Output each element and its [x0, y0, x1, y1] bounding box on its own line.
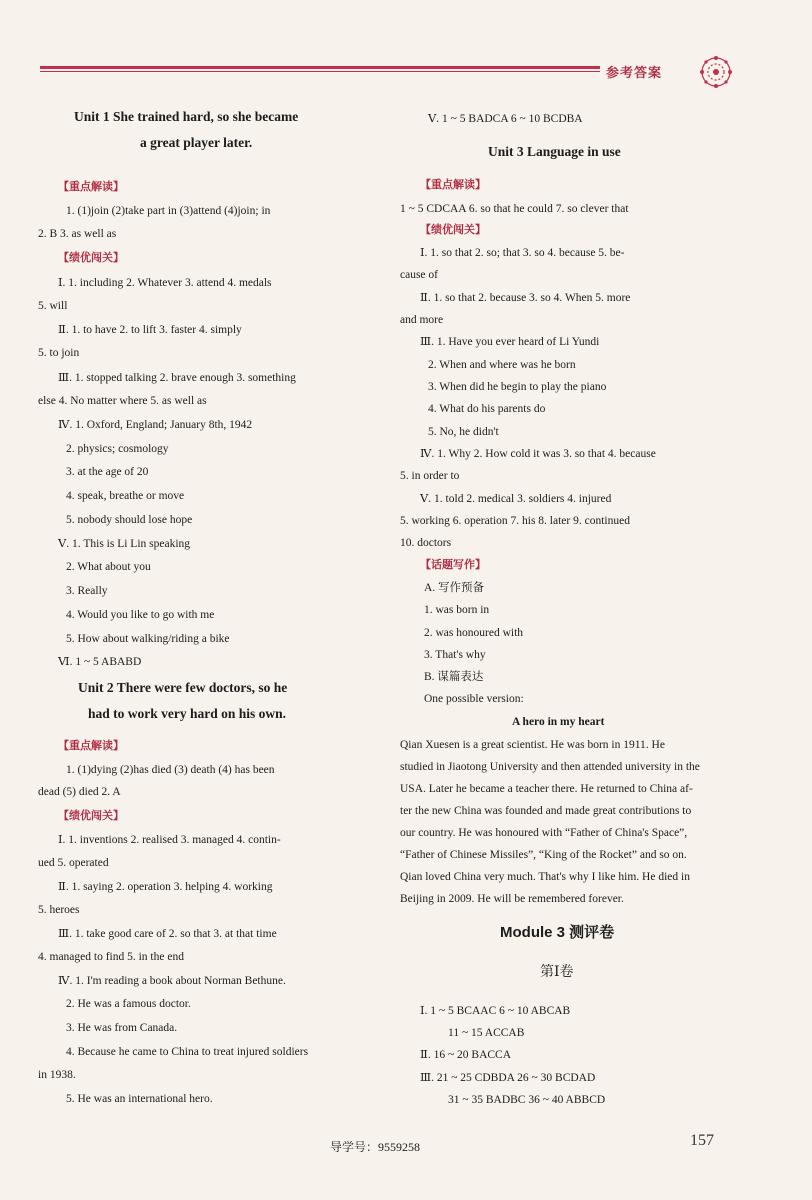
essay-line: Qian Xuesen is a great scientist. He was born in 1911. He [400, 739, 665, 751]
answer-line: Ⅴ. 1. This is Li Lin speaking [58, 538, 191, 550]
answer-line: B. 谋篇表达 [424, 671, 484, 683]
answer-line: Ⅱ. 16 ~ 20 BACCA [420, 1049, 512, 1061]
answer-line: 11 ~ 15 ACCAB [448, 1027, 525, 1039]
essay-line: studied in Jiaotong University and then attended university in the [400, 761, 700, 773]
unit2-title-line1: Unit 2 There were few doctors, so he [78, 680, 288, 695]
answer-line: Ⅲ. 1. stopped talking 2. brave enough 3. something [58, 372, 296, 384]
page-header [0, 0, 812, 100]
answer-line: and more [400, 314, 444, 326]
answer-line: in 1938. [38, 1069, 76, 1081]
unit2-title-line2: had to work very hard on his own. [88, 706, 287, 721]
answer-line: 3. When did he begin to play the piano [428, 381, 607, 393]
guide-number: 导学号：9559258 [330, 1140, 421, 1154]
answer-line: 2. When and where was he born [428, 359, 576, 371]
section-tag: 【绩优闯关】 [58, 809, 124, 822]
answer-line: 10. doctors [400, 537, 452, 549]
answer-line: 5. heroes [38, 904, 80, 916]
answer-line: Ⅰ. 1. so that 2. so; that 3. so 4. because 5. be- [420, 247, 625, 259]
essay-line: Beijing in 2009. He will be remembered forever. [400, 893, 624, 905]
page-number: 157 [690, 1132, 714, 1149]
answer-line: 4. What do his parents do [428, 403, 546, 415]
answer-line: Ⅳ. 1. Why 2. How cold it was 3. so that 4. because [420, 448, 656, 460]
header-rule-thick [40, 66, 600, 69]
answer-line: 5. He was an international hero. [66, 1093, 213, 1105]
answer-line: 2. B 3. as well as [38, 228, 117, 240]
essay-line: “Father of Chinese Missiles”, “King of the Rocket” and so on. [400, 849, 687, 861]
unit1-title-line1: Unit 1 She trained hard, so she became [74, 109, 299, 124]
answer-line: Ⅲ. 21 ~ 25 CDBDA 26 ~ 30 BCDAD [420, 1072, 596, 1084]
answer-line: ued 5. operated [38, 857, 109, 869]
answer-line: Ⅵ. 1 ~ 5 ABABD [58, 656, 142, 668]
answer-line: 4. Would you like to go with me [66, 609, 215, 621]
header-rule-thin [40, 71, 600, 72]
answer-line: 1 ~ 5 CDCAA 6. so that he could 7. so clever that [400, 203, 629, 215]
answer-line: 2. He was a famous doctor. [66, 998, 191, 1010]
answer-line: 2. What about you [66, 561, 151, 573]
answer-line: 1. (1)join (2)take part in (3)attend (4)join; in [66, 205, 271, 217]
answer-line: One possible version: [424, 693, 524, 705]
answer-line: 5. No, he didn't [428, 426, 499, 438]
section-tag: 【重点解读】 [58, 739, 124, 752]
answer-line: 2. was honoured with [424, 627, 524, 639]
answer-line: 4. managed to find 5. in the end [38, 951, 184, 963]
section-tag: 【绩优闯关】 [420, 223, 486, 236]
answer-line: 5. to join [38, 347, 80, 359]
answer-line: 4. Because he came to China to treat injured soldiers [66, 1046, 309, 1058]
answer-line: 5. nobody should lose hope [66, 514, 193, 526]
section-tag: 【话题写作】 [420, 558, 486, 571]
answer-line: Ⅰ. 1. including 2. Whatever 3. attend 4. medals [58, 277, 272, 289]
answer-line: Ⅱ. 1. so that 2. because 3. so 4. When 5. more [420, 292, 631, 304]
essay-line: USA. Later he became a teacher there. He returned to China af- [400, 783, 693, 795]
essay-line: ter the new China was founded and made great contributions to [400, 805, 692, 817]
essay-line: Qian loved China very much. That's why I like him. He died in [400, 871, 690, 883]
answer-line: Ⅴ. 1. told 2. medical 3. soldiers 4. injured [420, 493, 612, 505]
answer-line: else 4. No matter where 5. as well as [38, 395, 207, 407]
section-tag: 【重点解读】 [58, 180, 124, 193]
answer-line: cause of [400, 269, 438, 281]
essay-line: our country. He was honoured with “Father of China's Space”, [400, 827, 688, 839]
answer-line: 5. How about walking/riding a bike [66, 633, 230, 645]
section-title: 第Ⅰ卷 [540, 965, 574, 980]
answer-line: Ⅱ. 1. saying 2. operation 3. helping 4. working [58, 881, 273, 893]
answer-line: A. 写作预备 [424, 582, 485, 594]
module-title: Module 3 测评卷 [500, 924, 615, 941]
answer-line: Ⅰ. 1 ~ 5 BCAAC 6 ~ 10 ABCAB [420, 1005, 571, 1017]
answer-line: 1. (1)dying (2)has died (3) death (4) has been [66, 764, 275, 776]
section-tag: 【绩优闯关】 [58, 251, 124, 264]
unit1-title-line2: a great player later. [140, 135, 253, 150]
answer-line: 3. He was from Canada. [66, 1022, 178, 1034]
answer-line: 1. was born in [424, 604, 490, 616]
section-tag: 【重点解读】 [420, 178, 486, 191]
answer-line: Ⅳ. 1. I'm reading a book about Norman Bethune. [58, 975, 286, 987]
answer-line: 3. That's why [424, 649, 486, 661]
unit3-title: Unit 3 Language in use [488, 144, 621, 159]
answer-line: dead (5) died 2. A [38, 786, 121, 798]
answer-line: 2. physics; cosmology [66, 443, 169, 455]
answer-line: Ⅴ. 1 ~ 5 BADCA 6 ~ 10 BCDBA [428, 113, 583, 125]
answer-line: 31 ~ 35 BADBC 36 ~ 40 ABBCD [448, 1094, 606, 1106]
answer-line: 3. Really [66, 585, 108, 597]
answer-line: 3. at the age of 20 [66, 466, 149, 478]
answer-line: Ⅳ. 1. Oxford, England; January 8th, 1942 [58, 419, 253, 431]
answer-line: Ⅲ. 1. take good care of 2. so that 3. at that time [58, 928, 277, 940]
answer-line: 5. working 6. operation 7. his 8. later 9. continued [400, 515, 630, 527]
answer-line: Ⅲ. 1. Have you ever heard of Li Yundi [420, 336, 600, 348]
flower-logo-icon [694, 54, 738, 90]
answer-line: Ⅱ. 1. to have 2. to lift 3. faster 4. simply [58, 324, 242, 336]
essay-title: A hero in my heart [512, 716, 605, 728]
header-title: 参考答案 [606, 65, 663, 80]
answer-line: 5. will [38, 300, 68, 312]
answer-line: 5. in order to [400, 470, 460, 482]
answer-line: Ⅰ. 1. inventions 2. realised 3. managed 4. contin- [58, 834, 281, 846]
answer-line: 4. speak, breathe or move [66, 490, 185, 502]
